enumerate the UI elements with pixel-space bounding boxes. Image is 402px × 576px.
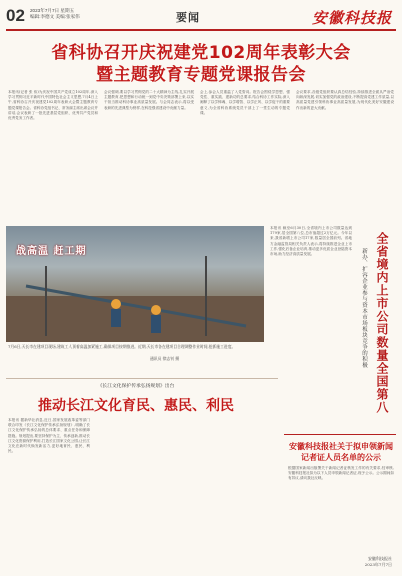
article2-col2 (96, 418, 182, 568)
main-headline-line1: 省科协召开庆祝建党102周年表彰大会 (51, 43, 351, 63)
section-label: 要闻 (176, 12, 200, 24)
photo-credit: 通讯员 徐志钊 摄 (150, 356, 179, 361)
masthead (6, 6, 396, 28)
notice-text: 根据国家新闻出版署关于新闻记者证核发工作的有关要求,经审核,安徽科技报社拟为以下人员申领新闻记者证,现予公示。公示期间如有异议,请向我社反映。 (288, 466, 394, 481)
notice-signature (300, 556, 392, 568)
article1-col2: 会议强调,要以学习贯彻党的二十大精神为主线,扎实开展主题教育,把思想和行动统一到党中央决策部署上来,以实干担当推动科协事业高质量发展。与会同志表示,将以受表彰的先进典型为榜样,在科技强省建设中贡献力量。 (104, 90, 194, 110)
notice-org: 安徽科技报社 (368, 556, 392, 561)
date-line: 2023年7月7日 星期五 (30, 8, 75, 13)
article2-title: 推动长江文化育民、惠民、利民 (38, 398, 234, 414)
article2-kicker: 《长江文化保护传承弘扬规划》出台 (97, 384, 175, 389)
side-story-text: 本报讯 截至6月30日,全省境内上市公司数量达到179家,居全国第八位,总市值超过2万亿元。今年以来,我省新增上市公司17家,数量居全国前列。省地方金融监管局相关负责人表示,将持续推进企业上市工作,强化后备企业培育,推动更多优质企业登陆资本市场,助力经济高质量发展。 (270, 226, 352, 257)
article1-col4: 会议要求,各级党组织要认真总结经验,持续推进全面从严治党向纵深发展,切实加强党的政治建设,不断提高党建工作质量,以高质量党建引领科协事业高质量发展,为现代化美好安徽建设作出新的更大贡献。 (296, 90, 394, 110)
construction-scene (6, 226, 264, 342)
photo-caption: 7月6日,天长市在建项目现场,建筑工人顶着高温加紧施工,确保项目按期推进。近期,天长市各在建项目合理调整作业时间,抢抓施工进度。 (8, 344, 236, 349)
side-story-title: 全省境内上市公司数量全国第八 (375, 232, 389, 414)
page-number: 02 (6, 6, 25, 25)
article1-col1: 本报讯(记者 张 伟)为庆祝中国共产党成立102周年,深入学习贯彻习近平新时代中国特色社会主义思想,7月4日上午,省科协召开庆祝建党102周年表彰大会暨主题教育专题党课报告会。省科协党组书记、常务副主席出席会议并讲话,会议表彰了一批先进基层党组织、优秀共产党员和优秀党务工作者。 (8, 90, 98, 121)
main-headline-line2: 暨主题教育专题党课报告会 (96, 65, 306, 85)
notice-date: 2023年7月7日 (364, 562, 392, 567)
masthead-rule (6, 29, 396, 31)
article2-col1: 本报讯 据新华社消息,近日,国家发展改革委等部门联合印发《长江文化保护传承弘扬规划》,明确了长江文化保护传承弘扬的总体要求、重点任务和保障措施。规划提出,要坚持保护为主、传承创新,推动长江文化资源保护利用,打造长江国家文化公园,让长江文化在新时代焕发新活力,更好地育民、惠民、利民。 (8, 418, 90, 454)
side-story-subtitle: 新办、扩容企业参与资本市场板块竞争的积极 (361, 248, 367, 368)
notice-rule (284, 434, 396, 435)
photo-overlay-title: 战高温 赶工期 (16, 246, 87, 257)
divider (6, 378, 278, 379)
article2-col3 (188, 418, 274, 568)
date-editor-meta (30, 8, 80, 20)
notice-title: 安徽科技报社关于拟申领新闻记者证人员名单的公示 (289, 442, 393, 462)
editor-line: 编辑:李德文 美编:张家伟 (30, 14, 80, 19)
news-photo (6, 226, 264, 342)
article1-col3: 会上,参会人员重温了入党誓词。报告会围绕学思想、强党性、重实践、建新功的总要求,结合科协工作实际,深入阐释了以学铸魂、以学增智、以学正风、以学促干的重要意义,为全省科协系统党员干部上了一堂生动的专题党课。 (200, 90, 290, 115)
newspaper-logo: 安徽科技报 (311, 9, 392, 27)
